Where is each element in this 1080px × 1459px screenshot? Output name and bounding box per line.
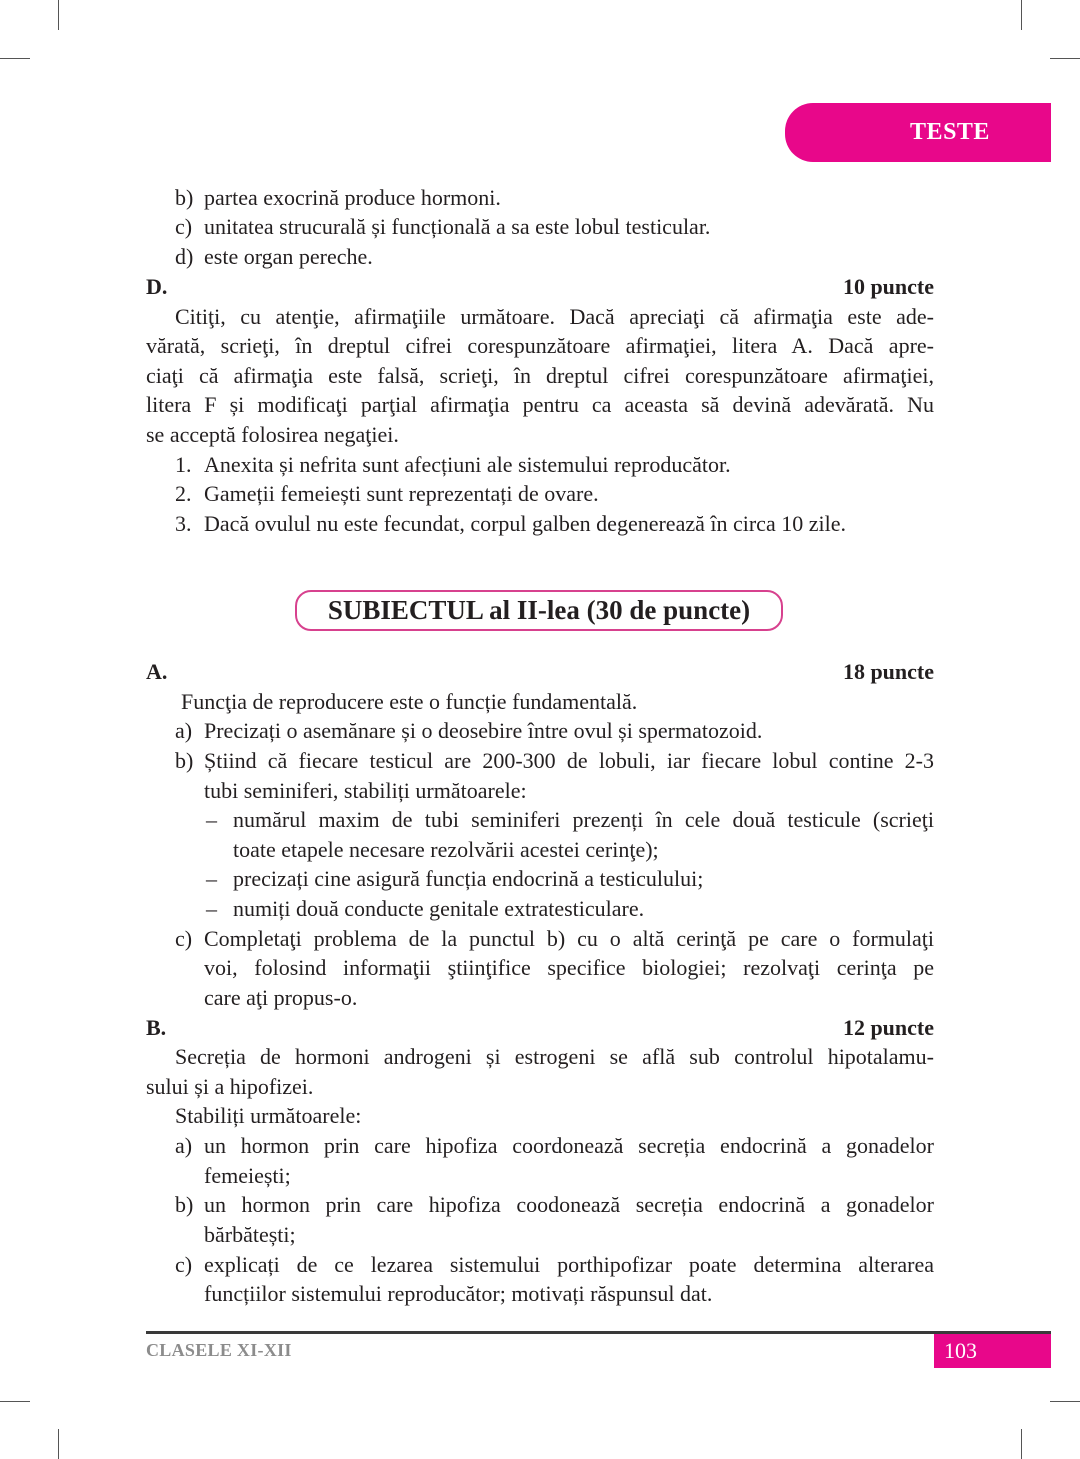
list-item: 1. Anexita și nefrita sunt afecțiuni ale sistemului reproducător. bbox=[175, 452, 731, 477]
crop-mark bbox=[0, 1401, 30, 1402]
crop-mark bbox=[58, 1429, 59, 1459]
list-item: c) unitatea strucurală și funcțională a sa este lobul testicular. bbox=[175, 214, 711, 239]
list-item: d) este organ pereche. bbox=[175, 244, 373, 269]
section-intro: Secreția de hormoni androgeni și estrogeni se află sub controlul hipotalamu- bbox=[175, 1044, 934, 1069]
section-points-b: 12 puncte bbox=[842, 1015, 934, 1040]
sub-item: numiți două conducte genitale extratesticulare. bbox=[233, 896, 645, 921]
section-tab-label: TESTE bbox=[910, 119, 990, 145]
section-points-d: 10 puncte bbox=[842, 274, 934, 299]
section-label-d: D. bbox=[146, 274, 168, 299]
list-item: 2. Gameții femeiești sunt reprezentați de ovare. bbox=[175, 481, 599, 506]
list-item-text: explicați de ce lezarea sistemului porthipofizar poate determina alterarea bbox=[204, 1252, 934, 1277]
dash-marker: – bbox=[206, 896, 217, 921]
section-intro: Funcţia de reproducere este o funcție fundamentală. bbox=[181, 689, 638, 714]
dash-marker: – bbox=[206, 866, 217, 891]
list-item-text: un hormon prin care hipofiza coodonează secreția endocrină a gonadelor bbox=[204, 1192, 934, 1217]
crop-mark bbox=[58, 0, 59, 30]
list-item-marker: c) bbox=[175, 926, 193, 951]
list-item-text: tubi seminiferi, stabiliți următoarele: bbox=[204, 778, 527, 803]
list-item-text: care aţi propus-o. bbox=[204, 985, 358, 1010]
section-lead: Stabiliți următoarele: bbox=[175, 1103, 362, 1128]
instruction-line: Citiţi, cu atenţie, afirmaţiile următoare. Dacă apreciaţi că afirmaţia este ade- bbox=[175, 304, 934, 329]
crop-mark bbox=[0, 58, 30, 59]
list-item-text: femeiești; bbox=[204, 1163, 291, 1188]
list-item-text: funcțiilor sistemului reproducător; motivați răspunsul dat. bbox=[204, 1281, 713, 1306]
section-points-a: 18 puncte bbox=[842, 659, 934, 684]
list-item-marker: c) bbox=[175, 1252, 193, 1277]
list-item-text: Completaţi problema de la punctul b) cu o altă cerinţă pe care o formulaţi bbox=[204, 926, 934, 951]
list-item-marker: a) bbox=[175, 1133, 193, 1158]
footer-rule bbox=[146, 1331, 1051, 1334]
list-item-text: bărbătești; bbox=[204, 1222, 296, 1247]
subject-title: SUBIECTUL al II-lea (30 de puncte) bbox=[295, 590, 783, 631]
list-item-marker: b) bbox=[175, 1192, 194, 1217]
footer-grade-label: CLASELE XI-XII bbox=[146, 1340, 292, 1360]
section-intro: sului și a hipofizei. bbox=[146, 1074, 314, 1099]
list-item-marker: b) bbox=[175, 748, 194, 773]
sub-item: precizați cine asigură funcția endocrină a testiculului; bbox=[233, 866, 704, 891]
instruction-line: se acceptă folosirea negaţiei. bbox=[146, 422, 399, 447]
section-label-b: B. bbox=[146, 1015, 167, 1040]
list-item: b) partea exocrină produce hormoni. bbox=[175, 185, 501, 210]
dash-marker: – bbox=[206, 807, 217, 832]
section-tab bbox=[785, 103, 1051, 162]
crop-mark bbox=[1021, 1429, 1022, 1459]
crop-mark bbox=[1050, 1401, 1080, 1402]
sub-item: numărul maxim de tubi seminiferi prezenți în cele două testicule (scrieţi bbox=[233, 807, 934, 832]
crop-mark bbox=[1050, 58, 1080, 59]
list-item-text: voi, folosind informaţii ştiinţifice specifice biologiei; rezolvaţi cerinţa pe bbox=[204, 955, 934, 980]
instruction-line: vărată, scrieţi, în dreptul cifrei corespunzătoare afirmaţiei, litera A. Dacă apre- bbox=[146, 333, 934, 358]
section-label-a: A. bbox=[146, 659, 168, 684]
instruction-line: ciaţi că afirmaţia este falsă, scrieţi, în dreptul cifrei corespunzătoare afirmaţiei, bbox=[146, 363, 934, 388]
list-item-text: Știind că fiecare testicul are 200-300 de lobuli, iar fiecare lobul contine 2-3 bbox=[204, 748, 934, 773]
instruction-line: litera F și modificaţi parţial afirmaţia pentru ca aceasta să devină adevărată. Nu bbox=[146, 392, 934, 417]
list-item: 3. Dacă ovulul nu este fecundat, corpul galben degenerează în circa 10 zile. bbox=[175, 511, 846, 536]
sub-item: toate etapele necesare rezolvării acestei cerinţe); bbox=[233, 837, 659, 862]
list-item-text: un hormon prin care hipofiza coordonează secreția endocrină a gonadelor bbox=[204, 1133, 934, 1158]
list-item: a) Precizați o asemănare și o deosebire între ovul și spermatozoid. bbox=[175, 718, 763, 743]
crop-mark bbox=[1021, 0, 1022, 30]
page-number: 103 bbox=[934, 1334, 1051, 1368]
